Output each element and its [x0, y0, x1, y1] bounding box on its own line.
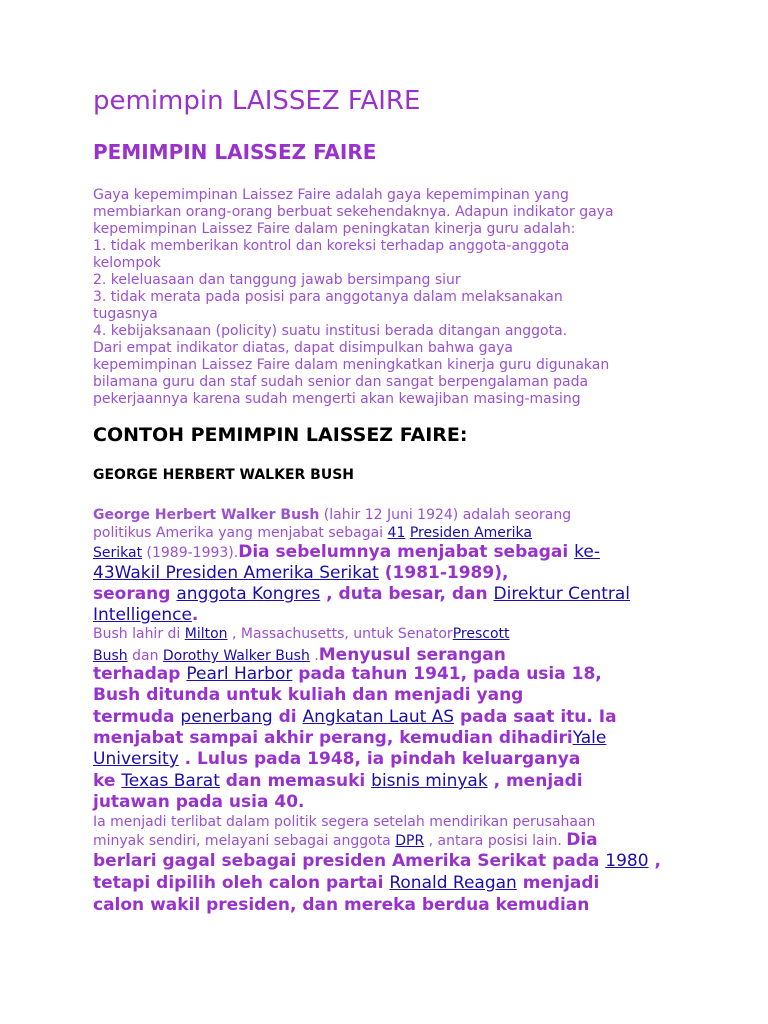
intro-line: kepemimpinan Laissez Faire dalam meningkatkan kinerja guru digunakan	[93, 357, 610, 373]
link-direktur-central-intelligence[interactable]: Direktur Central	[493, 584, 631, 604]
intro-line: kepemimpinan Laissez Faire dalam peningkatan kinerja guru adalah:	[93, 221, 576, 237]
bio-text-large: di	[272, 707, 303, 727]
bio-text-large: terhadap	[93, 664, 187, 684]
bio-line	[93, 563, 508, 583]
bio-text-large: pada saat itu. Ia	[454, 707, 617, 727]
link-bisnis-minyak[interactable]: bisnis minyak	[371, 771, 488, 791]
link-anggota-kongres[interactable]: anggota Kongres	[176, 584, 321, 604]
bio-text-large: ke	[93, 771, 122, 791]
bio-text-large: seorang	[93, 584, 177, 604]
bio-line	[93, 873, 599, 893]
link-ronald-reagan[interactable]: Ronald Reagan	[389, 873, 517, 893]
bio-text-large: Bush ditunda untuk kuliah dan menjadi yang	[93, 685, 524, 705]
bio-line	[93, 542, 600, 562]
bio-text: (1989-1993).	[142, 545, 239, 561]
bio-text: dan	[127, 648, 163, 664]
section-heading: CONTOH PEMIMPIN LAISSEZ FAIRE:	[93, 424, 468, 446]
intro-paragraph	[93, 187, 683, 408]
bio-line	[93, 771, 583, 791]
bio-line	[93, 830, 598, 850]
link-41[interactable]: 41	[387, 525, 406, 541]
bio-text-large: tetapi dipilih oleh calon partai	[93, 873, 390, 893]
bio-line	[93, 507, 571, 523]
link-dorothy-walker-bush[interactable]: Dorothy Walker Bush	[162, 648, 310, 664]
bio-text: (lahir 12 Juni 1924) adalah seorang	[319, 507, 572, 523]
bio-text-large: Dia	[566, 830, 598, 850]
bio-text-large: calon wakil presiden, dan mereka berdua kemudian	[93, 895, 590, 915]
bio-text-large: menjadi	[516, 873, 600, 893]
intro-line: 1. tidak memberikan kontrol dan koreksi terhadap anggota-anggota	[93, 238, 570, 254]
bio-text-large: .	[191, 605, 199, 625]
bio-text: , antara posisi lain.	[424, 833, 567, 849]
intro-line: kelompok	[93, 255, 161, 271]
bio-line	[93, 685, 523, 705]
intro-line: tugasnya	[93, 306, 158, 322]
bio-text: , Massachusetts, untuk Senator	[227, 626, 453, 642]
intro-line: Dari empat indikator diatas, dapat disimpulkan bahwa gaya	[93, 340, 513, 356]
link-prescott-bush[interactable]: Prescott	[452, 626, 510, 642]
bio-text-large: . Lulus pada 1948, ia pindah keluarganya	[178, 749, 581, 769]
bio-text-large: berlari gagal sebagai presiden Amerika Serikat pada	[93, 851, 606, 871]
bio-line	[93, 814, 595, 830]
link-presiden-amerika-serikat[interactable]: Presiden Amerika	[409, 525, 532, 541]
bio-text: .	[309, 648, 319, 664]
link-yale-university[interactable]: Yale	[572, 728, 607, 748]
bio-line	[93, 728, 606, 748]
bio-text-large: Menyusul serangan	[318, 645, 506, 665]
intro-line: 3. tidak merata pada posisi para anggotanya dalam melaksanakan	[93, 289, 563, 305]
bio-text: Ia menjadi terlibat dalam politik segera setelah mendirikan perusahaan	[93, 814, 596, 830]
bio-text-large: termuda	[93, 707, 181, 727]
bio-text: politikus Amerika yang menjabat sebagai	[93, 525, 388, 541]
link-ke-43[interactable]: ke-	[574, 542, 600, 562]
link-intelligence[interactable]: Intelligence	[93, 605, 192, 625]
link-serikat[interactable]: Serikat	[93, 545, 143, 561]
intro-line: 2. keleluasaan dan tanggung jawab bersimpang siur	[93, 272, 461, 288]
bio-line	[93, 895, 589, 915]
bio-text-large: , duta besar, dan	[320, 584, 494, 604]
link-43[interactable]: 43	[93, 563, 115, 583]
bio-text-large: menjabat sampai akhir perang, kemudian dihadiri	[93, 728, 573, 748]
intro-line: pekerjaannya karena sudah mengerti akan kewajiban masing-masing	[93, 391, 581, 407]
intro-line: bilamana guru dan staf sudah senior dan sangat berpengalaman pada	[93, 374, 589, 390]
link-texas-barat[interactable]: Texas Barat	[121, 771, 220, 791]
bio-text-large: jutawan pada usia 40.	[93, 792, 305, 812]
bio-line	[93, 645, 506, 665]
bio-text: minyak sendiri, melayani sebagai anggota	[93, 833, 396, 849]
link-1980[interactable]: 1980	[605, 851, 649, 871]
bio-line	[93, 707, 617, 727]
bio-text-large: ,	[648, 851, 661, 871]
bio-line	[93, 749, 580, 769]
link-university[interactable]: University	[93, 749, 179, 769]
link-pearl-harbor[interactable]: Pearl Harbor	[186, 664, 293, 684]
link-bush[interactable]: Bush	[93, 648, 128, 664]
link-penerbang[interactable]: penerbang	[180, 707, 273, 727]
bio-line	[93, 664, 602, 684]
bio-line	[93, 584, 630, 604]
link-milton[interactable]: Milton	[184, 626, 228, 642]
intro-line: membiarkan orang-orang berbuat sekehendaknya. Adapun indikator gaya	[93, 204, 614, 220]
bio-line	[93, 851, 661, 871]
intro-line: 4. kebijaksanaan (policity) suatu institusi berada ditangan anggota.	[93, 323, 568, 339]
bio-line	[93, 525, 532, 541]
bio-line	[93, 605, 198, 625]
bio-text-large: pada tahun 1941, pada usia 18,	[292, 664, 602, 684]
link-angkatan-laut-as[interactable]: Angkatan Laut AS	[302, 707, 455, 727]
bio-text-large: dan memasuki	[219, 771, 372, 791]
subject-heading: GEORGE HERBERT WALKER BUSH	[93, 467, 355, 483]
bio-text-large: (1981-1989),	[378, 563, 509, 583]
bio-text-large: Dia sebelumnya menjabat sebagai	[238, 542, 575, 562]
bio-line	[93, 626, 510, 642]
bio-line	[93, 792, 304, 812]
heading-pemimpin: PEMIMPIN LAISSEZ FAIRE	[93, 140, 377, 164]
bio-text-large: , menjadi	[487, 771, 583, 791]
bio-name: George Herbert Walker Bush	[93, 507, 320, 523]
link-dpr[interactable]: DPR	[395, 833, 425, 849]
page-title: pemimpin LAISSEZ FAIRE	[93, 86, 421, 116]
link-wakil-presiden[interactable]: Wakil Presiden Amerika Serikat	[114, 563, 379, 583]
intro-line: Gaya kepemimpinan Laissez Faire adalah gaya kepemimpinan yang	[93, 187, 569, 203]
bio-text: Bush lahir di	[93, 626, 185, 642]
